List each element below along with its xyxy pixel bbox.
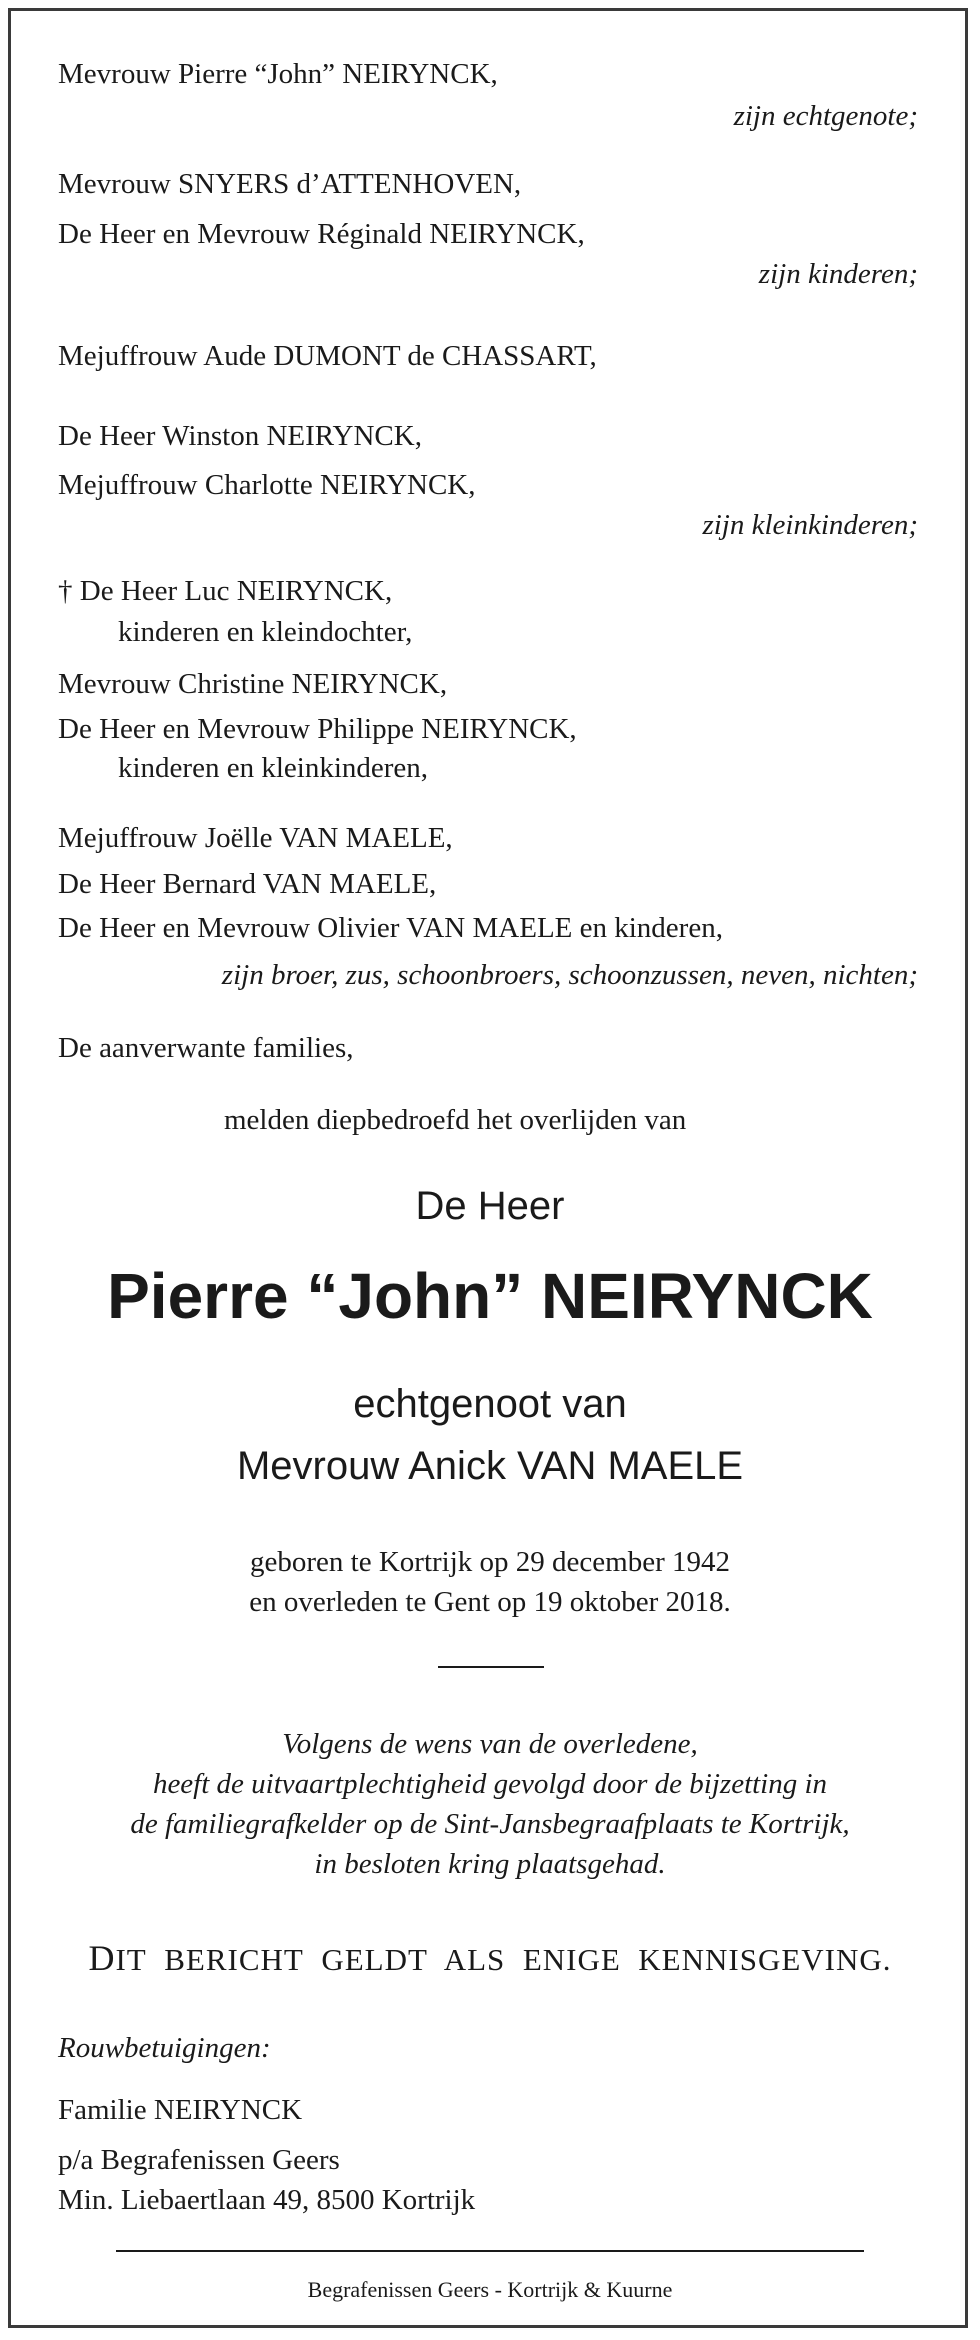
contact-address: Min. Liebaertlaan 49, 8500 Kortrijk: [58, 2184, 476, 2216]
family-line: † De Heer Luc NEIRYNCK,: [58, 575, 393, 607]
spouse-name: Mevrouw Anick VAN MAELE: [236, 1444, 744, 1488]
notice-initial: D: [88, 1938, 116, 1978]
notice-word: ENIGE: [522, 1942, 621, 1977]
relation-line: zijn kleinkinderen;: [702, 509, 918, 541]
notice-word: GELDT: [321, 1942, 428, 1977]
family-line: Mejuffrouw Aude DUMONT de CHASSART,: [58, 340, 597, 372]
birth-line: geboren te Kortrijk op 29 december 1942: [250, 1546, 730, 1578]
family-line: Mevrouw Pierre “John” NEIRYNCK,: [58, 58, 498, 90]
relation-line: zijn echtgenote;: [733, 100, 918, 132]
footer-text: Begrafenissen Geers - Kortrijk & Kuurne: [307, 2277, 673, 2302]
family-line: Mevrouw Christine NEIRYNCK,: [58, 668, 448, 700]
family-line: De Heer Bernard VAN MAELE,: [58, 868, 437, 900]
family-line: De Heer en Mevrouw Philippe NEIRYNCK,: [58, 713, 577, 745]
notice-word: IT: [115, 1942, 147, 1977]
family-line-indented: kinderen en kleindochter,: [118, 616, 413, 648]
family-line: De Heer en Mevrouw Réginald NEIRYNCK,: [58, 218, 585, 250]
announcement-text: melden diepbedroefd het overlijden van: [224, 1104, 687, 1136]
family-line: De aanverwante families,: [58, 1032, 354, 1064]
family-line: De Heer en Mevrouw Olivier VAN MAELE en kinderen,: [58, 912, 723, 944]
spouse-label: echtgenoot van: [353, 1382, 627, 1426]
family-line: De Heer Winston NEIRYNCK,: [58, 420, 422, 452]
wish-line: in besloten kring plaatsgehad.: [314, 1848, 666, 1880]
death-line: en overleden te Gent op 19 oktober 2018.: [249, 1586, 731, 1618]
footer-divider: [116, 2250, 864, 2252]
family-line-indented: kinderen en kleinkinderen,: [118, 752, 429, 784]
deceased-name: Pierre “John” NEIRYNCK: [107, 1260, 873, 1332]
relation-line: zijn kinderen;: [758, 258, 918, 290]
condolences-label: Rouwbetuigingen:: [58, 2032, 271, 2064]
contact-care-of: p/a Begrafenissen Geers: [58, 2144, 340, 2176]
notice-text: [0, 1940, 980, 1978]
contact-name: Familie NEIRYNCK: [58, 2094, 303, 2126]
notice-word: ALS: [443, 1942, 506, 1977]
wish-line: Volgens de wens van de overledene,: [282, 1728, 698, 1760]
family-line: Mevrouw SNYERS d’ATTENHOVEN,: [58, 168, 522, 200]
short-divider: [438, 1666, 544, 1668]
honorific: De Heer: [415, 1184, 565, 1228]
family-line: Mejuffrouw Charlotte NEIRYNCK,: [58, 469, 476, 501]
notice-word: KENNISGEVING.: [638, 1942, 892, 1977]
notice-word: BERICHT: [164, 1942, 304, 1977]
wish-line: heeft de uitvaartplechtigheid gevolgd door de bijzetting in: [152, 1768, 828, 1800]
relation-line: zijn broer, zus, schoonbroers, schoonzussen, neven, nichten;: [221, 959, 918, 991]
family-line: Mejuffrouw Joëlle VAN MAELE,: [58, 822, 453, 854]
wish-line: de familiegrafkelder op de Sint-Jansbegraafplaats te Kortrijk,: [130, 1808, 850, 1840]
